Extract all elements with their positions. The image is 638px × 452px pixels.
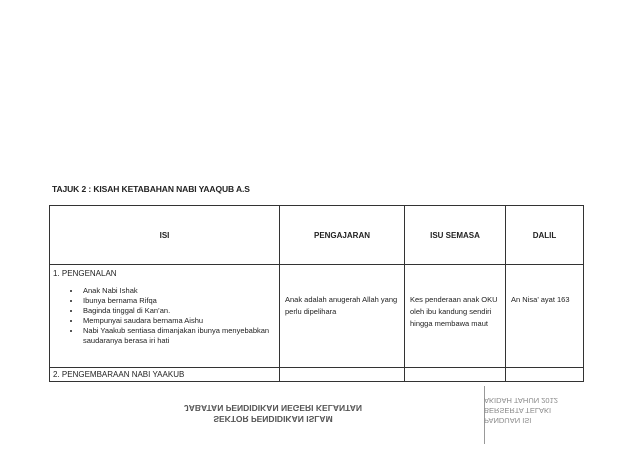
footer-line-2: SEKTOR PENDIDIKAN ISLAM bbox=[213, 414, 333, 424]
isi-cell bbox=[50, 368, 280, 382]
isu-semasa-text: Kes penderaan anak OKU oleh ibu kandung sendiri hingga membawa maut bbox=[410, 295, 498, 328]
list-item: • Ibunya bernama Rifqa bbox=[81, 296, 279, 306]
footer-bleed-right bbox=[484, 395, 594, 425]
pengajaran-cell bbox=[280, 265, 405, 368]
list-item: • Baginda tinggal di Kan’an. bbox=[81, 306, 279, 316]
list-item: • Mempunyai saudara bernama Aishu bbox=[81, 316, 279, 326]
header-isi: ISI bbox=[50, 206, 280, 265]
footer-bleed-text bbox=[178, 402, 368, 424]
footer-right-2: BERSERTA TELAKI bbox=[484, 406, 552, 415]
empty-cell bbox=[506, 368, 584, 382]
empty-cell bbox=[405, 368, 506, 382]
section-title: 1. PENGENALAN bbox=[53, 269, 117, 278]
footer-right-1: AKIDAH TAHUN 2012 bbox=[484, 396, 558, 405]
empty-cell bbox=[280, 368, 405, 382]
header-pengajaran: PENGAJARAN bbox=[280, 206, 405, 265]
footer-line-1: JABATAN PENDIDIKAN NEGERI KELANTAN bbox=[183, 403, 363, 413]
header-row bbox=[50, 206, 584, 265]
section-title: 2. PENGEMBARAAN NABI YAAKUB bbox=[53, 370, 185, 379]
isu-semasa-cell bbox=[405, 265, 506, 368]
table-row bbox=[50, 368, 584, 382]
dalil-cell bbox=[506, 265, 584, 368]
dalil-text: An Nisa’ ayat 163 bbox=[511, 295, 570, 304]
page-title: TAJUK 2 : KISAH KETABAHAN NABI YAAQUB A.S bbox=[52, 184, 250, 194]
list-item: • Anak Nabi Ishak bbox=[81, 286, 279, 296]
pengajaran-text: Anak adalah anugerah Allah yang perlu dipelihara bbox=[285, 295, 398, 316]
bullet-list bbox=[50, 286, 279, 346]
isi-cell bbox=[50, 265, 280, 368]
content-table bbox=[49, 205, 584, 382]
header-dalil: DALIL bbox=[506, 206, 584, 265]
table-row bbox=[50, 265, 584, 368]
list-item: • Nabi Yaakub sentiasa dimanjakan ibunya menyebabkan saudaranya berasa iri hati bbox=[81, 326, 279, 346]
footer-right-3: PANDUAN ISI bbox=[484, 416, 532, 425]
header-isu-semasa: ISU SEMASA bbox=[405, 206, 506, 265]
